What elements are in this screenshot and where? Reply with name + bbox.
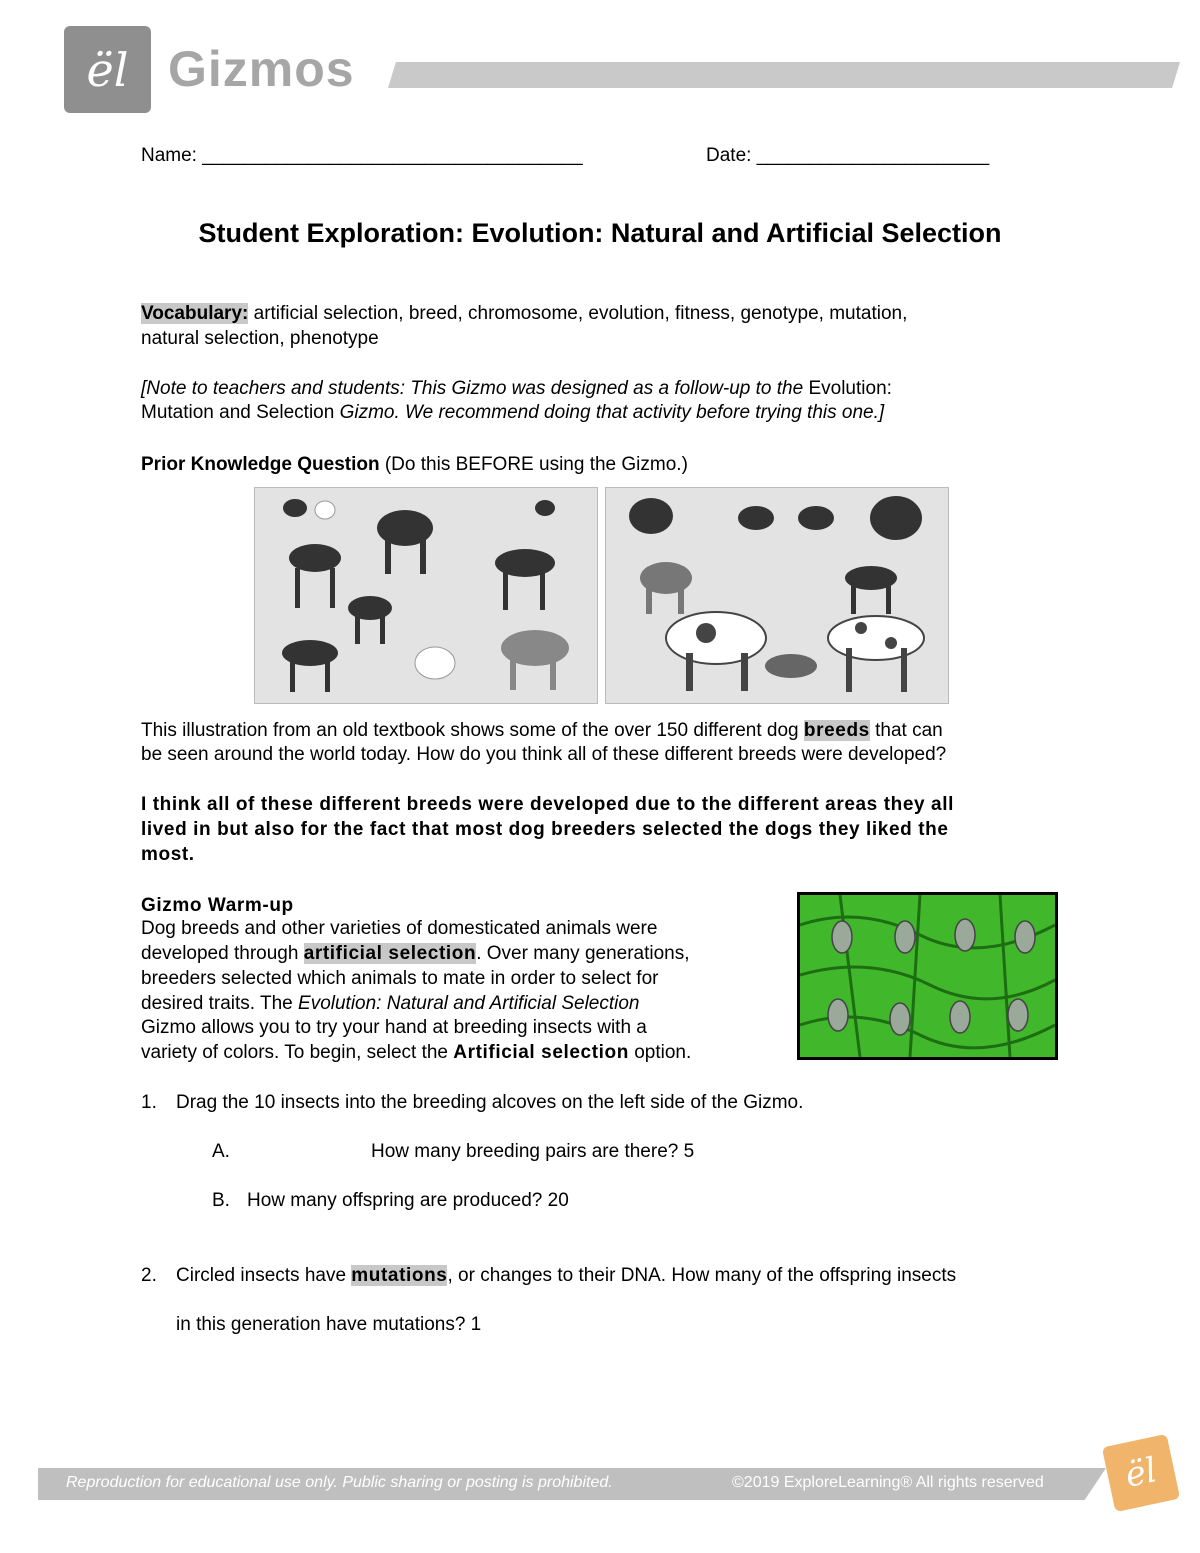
warmup-line-4	[141, 991, 640, 1016]
dog-silhouettes-right-icon	[606, 488, 948, 703]
warmup-line-5: Gizmo allows you to try your hand at breeding insects with a	[141, 1017, 647, 1038]
warmup-text-6-end: option.	[628, 1042, 692, 1063]
header-bar	[388, 62, 1180, 88]
gizmo-title-italic: Evolution: Natural and Artificial Selection	[298, 993, 640, 1014]
student-answer-line-1: I think all of these different breeds were developed due to the different areas they all	[141, 794, 954, 815]
student-answer-line-3: most.	[141, 844, 195, 865]
illustration-caption-line-2: be seen around the world today. How do you think all of these different breeds were developed?	[141, 744, 947, 765]
dog-plate-right	[605, 487, 949, 704]
teacher-note-line-2	[141, 400, 884, 425]
question-1a: How many breeding pairs are there? 5	[371, 1141, 695, 1162]
footer-disclaimer: Reproduction for educational use only. Public sharing or posting is prohibited.	[66, 1474, 613, 1491]
warmup-line-2	[141, 941, 690, 966]
illustration-caption-line-1	[141, 718, 943, 743]
dog-silhouettes-left-icon	[255, 488, 597, 703]
warmup-line-6	[141, 1040, 691, 1065]
footer-copyright: ©2019 ExploreLearning® All rights reserved	[732, 1474, 1044, 1491]
note-text-2: Gizmo. We recommend doing that activity before trying this one.]	[339, 402, 885, 423]
student-answer-line-2: lived in but also for the fact that most dog breeders selected the dogs they liked the	[141, 819, 949, 840]
dog-plate-left	[254, 487, 598, 704]
explorelearning-logo-icon: ël	[86, 42, 129, 97]
note-text: [Note to teachers and students: This Gizmo was designed as a follow-up to the	[141, 378, 809, 399]
question-1b-label: B.	[212, 1190, 230, 1211]
page-title: Student Exploration: Evolution: Natural and Artificial Selection	[198, 218, 1002, 248]
artificial-selection-highlight: artificial selection	[303, 943, 477, 964]
question-1: Drag the 10 insects into the breeding alcoves on the left side of the Gizmo.	[176, 1092, 804, 1113]
question-1b: How many offspring are produced? 20	[247, 1190, 569, 1211]
brand-name: Gizmos	[168, 41, 355, 97]
question-1a-label: A.	[212, 1141, 230, 1162]
prior-knowledge-label: Prior Knowledge Question	[141, 454, 380, 475]
question-2-line-2: in this generation have mutations? 1	[176, 1314, 482, 1335]
warmup-line-1: Dog breeds and other varieties of domesticated animals were	[141, 918, 658, 939]
dog-breeds-illustration	[254, 487, 949, 704]
teacher-note-line-1	[141, 376, 892, 401]
warmup-line-3: breeders selected which animals to mate in order to select for	[141, 968, 659, 989]
vocabulary-line-1	[141, 301, 907, 326]
breeds-highlight: breeds	[803, 720, 870, 741]
date-field[interactable]: Date: ______________________	[706, 145, 990, 166]
name-field[interactable]: Name: ____________________________________	[141, 145, 583, 166]
vocabulary-terms: artificial selection, breed, chromosome, evolution, fitness, genotype, mutation,	[248, 303, 908, 324]
caption-text: This illustration from an old textbook shows some of the over 150 different dog	[141, 720, 804, 741]
question-1-number: 1.	[141, 1092, 157, 1113]
warmup-text-end: . Over many generations,	[476, 943, 690, 964]
artificial-selection-option: Artificial selection	[453, 1042, 629, 1063]
vocabulary-label: Vocabulary:	[141, 303, 249, 324]
insects-on-leaves-image	[797, 892, 1058, 1060]
footer-logo-icon: ël	[1102, 1434, 1180, 1512]
prior-knowledge-heading	[141, 452, 688, 477]
mutations-highlight: mutations	[351, 1265, 448, 1286]
warmup-text: developed through	[141, 943, 304, 964]
note-gizmo-name-2: Mutation and Selection	[141, 402, 340, 423]
question-2-number: 2.	[141, 1265, 157, 1286]
insect-beetles-icon	[800, 895, 1055, 1057]
caption-text-end: that can	[869, 720, 943, 741]
warmup-heading: Gizmo Warm-up	[141, 895, 294, 916]
vocabulary-line-2: natural selection, phenotype	[141, 328, 379, 349]
question-2-text-end: , or changes to their DNA. How many of the offspring insects	[447, 1265, 957, 1286]
question-2-text: Circled insects have	[176, 1265, 352, 1286]
prior-knowledge-instruction: (Do this BEFORE using the Gizmo.)	[379, 454, 688, 475]
question-2-line-1	[176, 1263, 956, 1288]
warmup-text-6: variety of colors. To begin, select the	[141, 1042, 454, 1063]
note-gizmo-name: Evolution:	[808, 378, 892, 399]
warmup-text-4: desired traits. The	[141, 993, 299, 1014]
